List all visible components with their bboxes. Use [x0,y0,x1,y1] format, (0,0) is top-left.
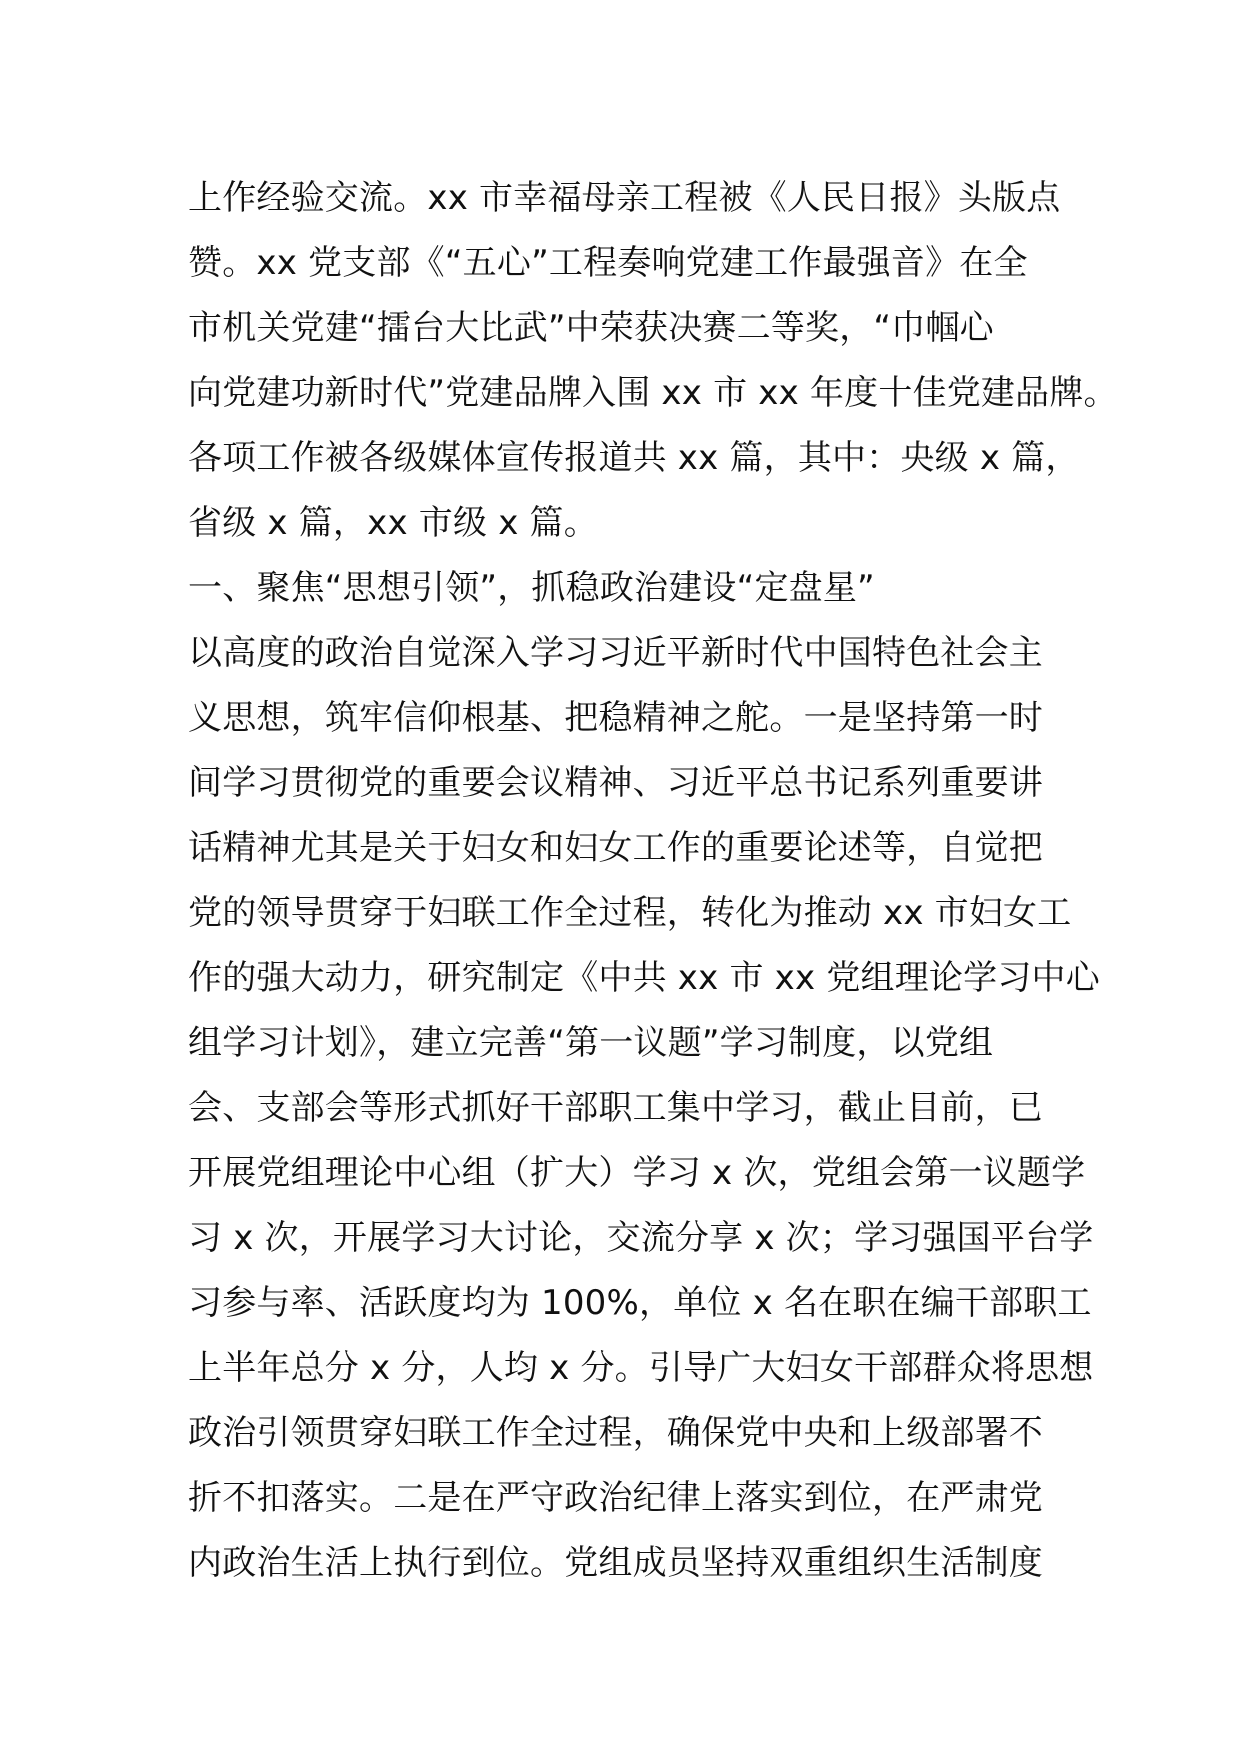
text-line: 市机关党建“擂台大比武”中荣获决赛二等奖，“巾帼心 [188,308,994,348]
text-line: 习 x 次，开展学习大讨论，交流分享 x 次；学习强国平台学 [188,1218,1094,1258]
text-line: 上作经验交流。xx 市幸福母亲工程被《人民日报》头版点 [188,178,1061,218]
text-line: 以高度的政治自觉深入学习习近平新时代中国特色社会主 [188,633,1043,673]
text-line: 习参与率、活跃度均为 100%，单位 x 名在职在编干部职工 [188,1283,1092,1323]
text-line: 向党建功新时代”党建品牌入围 xx 市 xx 年度十佳党建品牌。 [188,373,1118,413]
text-line: 内政治生活上执行到位。党组成员坚持双重组织生活制度 [188,1543,1043,1583]
text-line: 间学习贯彻党的重要会议精神、习近平总书记系列重要讲 [188,763,1043,803]
document-body [188,166,1118,1596]
text-line: 赞。xx 党支部《“五心”工程奏响党建工作最强音》在全 [188,243,1028,283]
section-heading: 一、聚焦“思想引领”，抓稳政治建设“定盘星” [188,568,875,608]
text-line: 会、支部会等形式抓好干部职工集中学习，截止目前，已 [188,1088,1043,1128]
text-line: 开展党组理论中心组（扩大）学习 x 次，党组会第一议题学 [188,1153,1086,1193]
text-line: 话精神尤其是关于妇女和妇女工作的重要论述等，自觉把 [188,828,1043,868]
text-line: 政治引领贯穿妇联工作全过程，确保党中央和上级部署不 [188,1413,1043,1453]
text-line: 义思想，筑牢信仰根基、把稳精神之舵。一是坚持第一时 [188,698,1043,738]
text-line: 组学习计划》，建立完善“第一议题”学习制度，以党组 [188,1023,994,1063]
text-line: 作的强大动力，研究制定《中共 xx 市 xx 党组理论学习中心 [188,958,1100,998]
text-line: 党的领导贯穿于妇联工作全过程，转化为推动 xx 市妇女工 [188,893,1072,933]
text-line: 各项工作被各级媒体宣传报道共 xx 篇，其中：央级 x 篇， [188,438,1080,478]
text-line: 折不扣落实。二是在严守政治纪律上落实到位，在严肃党 [188,1478,1043,1518]
text-line: 省级 x 篇，xx 市级 x 篇。 [188,503,598,543]
text-line: 上半年总分 x 分，人均 x 分。引导广大妇女干部群众将思想 [188,1348,1094,1388]
